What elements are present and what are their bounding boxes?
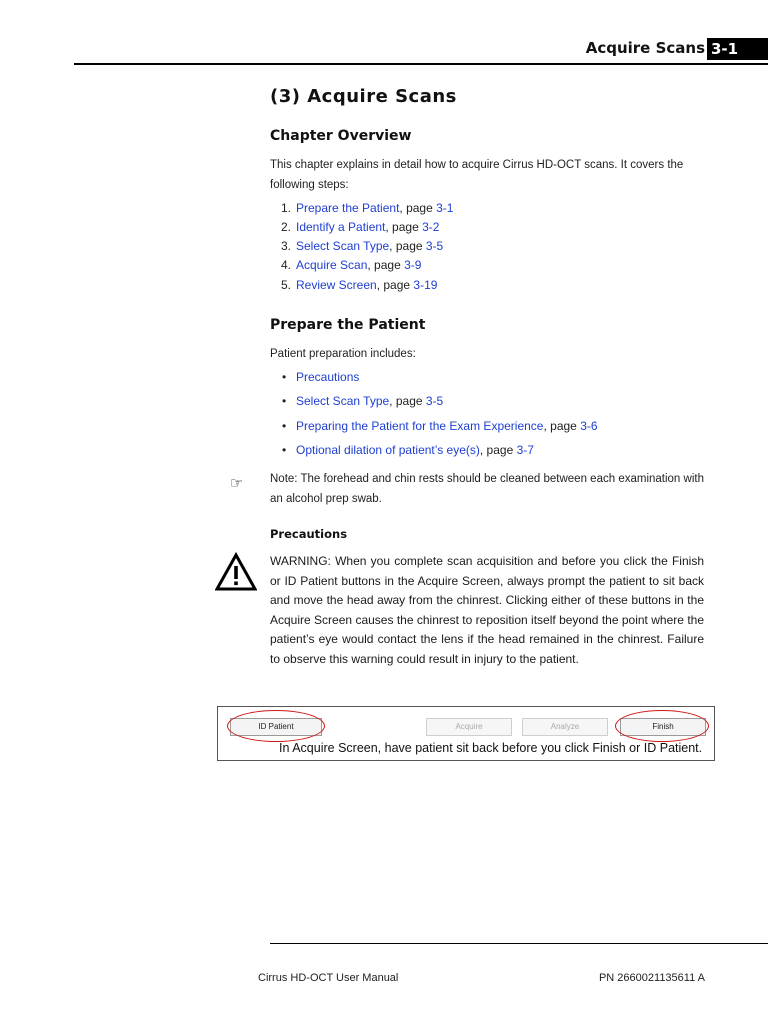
figure-caption: In Acquire Screen, have patient sit back before you click Finish or ID Patient. (279, 741, 703, 755)
note-text: Note: The forehead and chin rests should be cleaned between each examination with an alcohol prep swab. (270, 473, 704, 505)
step-page-link[interactable]: 3-19 (413, 278, 438, 292)
step-page-link[interactable]: 3-9 (404, 258, 422, 272)
bullet-item: • Precautions (282, 370, 360, 384)
bullet-link-select-scan-type[interactable]: Select Scan Type (296, 394, 390, 408)
footer-manual-title: Cirrus HD-OCT User Manual (258, 972, 399, 984)
step-item: 1. Prepare the Patient, page 3-1 (281, 201, 454, 215)
precautions-heading: Precautions (270, 527, 348, 541)
overview-intro: This chapter explains in detail how to acquire Cirrus HD-OCT scans. It covers the following steps: (270, 159, 684, 191)
footer-rule (270, 943, 768, 944)
step-item: 5. Review Screen, page 3-19 (281, 278, 438, 292)
step-link-prepare-patient[interactable]: Prepare the Patient (296, 201, 400, 215)
bullet-page-link[interactable]: 3-6 (580, 419, 598, 433)
bullet-item: • Preparing the Patient for the Exam Experience, page 3-6 (282, 419, 598, 433)
header-rule (74, 63, 768, 65)
finish-button[interactable]: Finish (620, 718, 706, 736)
chapter-title: (3) Acquire Scans (270, 86, 457, 107)
step-link-identify-patient[interactable]: Identify a Patient (296, 220, 386, 234)
warning-text: WARNING: When you complete scan acquisition and before you click the Finish or ID Patient buttons in the Acquire Screen, always prompt the patient to sit back and move the head away from the chinrest. Clicking either of these buttons in the Acquire Screen causes the chinrest to reposition itself beyond the point where the patient’s eye would contact the lens if the head remained in the chinrest. Failure to observe this warning could result in injury to the patient. (270, 554, 704, 666)
prepare-heading: Prepare the Patient (270, 317, 426, 333)
step-link-select-scan-type[interactable]: Select Scan Type (296, 239, 390, 253)
footer-part-number: PN 2660021135611 A (598, 972, 705, 984)
step-item: 2. Identify a Patient, page 3-2 (281, 220, 440, 234)
step-item: 3. Select Scan Type, page 3-5 (281, 239, 444, 253)
bullet-page-link[interactable]: 3-7 (516, 443, 534, 457)
step-link-review-screen[interactable]: Review Screen (296, 278, 377, 292)
bullet-item: • Optional dilation of patient’s eye(s), page 3-7 (282, 443, 534, 457)
page-number-tab: 3-1 (707, 38, 768, 60)
running-header-section: Acquire Scans (585, 39, 705, 57)
bullet-item: • Select Scan Type, page 3-5 (282, 394, 444, 408)
bullet-page-link[interactable]: 3-5 (425, 394, 444, 408)
bullet-link-optional-dilation[interactable]: Optional dilation of patient’s eye(s) (296, 443, 480, 457)
step-item: 4. Acquire Scan, page 3-9 (281, 258, 422, 272)
overview-heading: Chapter Overview (270, 128, 412, 144)
warning-triangle-icon (215, 552, 257, 592)
step-page-link[interactable]: 3-2 (422, 220, 440, 234)
bullet-link-precautions[interactable]: Precautions (296, 370, 360, 384)
acquire-screen-figure (217, 706, 715, 761)
pointing-hand-icon: ☞ (230, 474, 244, 492)
acquire-button[interactable]: Acquire (426, 718, 512, 736)
step-page-link[interactable]: 3-5 (425, 239, 444, 253)
step-link-acquire-scan[interactable]: Acquire Scan (296, 258, 368, 272)
bullet-link-exam-experience[interactable]: Preparing the Patient for the Exam Experience (296, 419, 544, 433)
step-page-link[interactable]: 3-1 (436, 201, 454, 215)
prepare-intro: Patient preparation includes: (270, 348, 416, 360)
id-patient-button[interactable]: ID Patient (230, 718, 322, 736)
analyze-button[interactable]: Analyze (522, 718, 608, 736)
